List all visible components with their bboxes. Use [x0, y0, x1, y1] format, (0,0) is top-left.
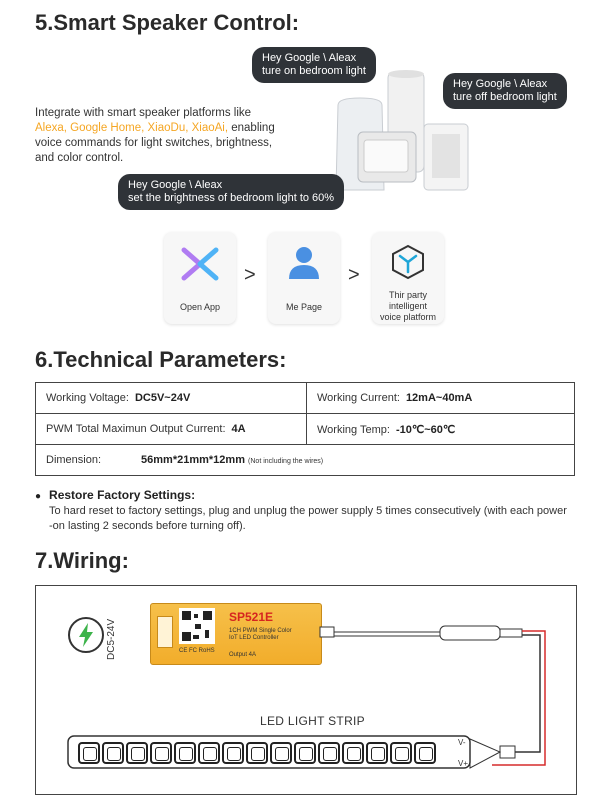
- pwm-value: 4A: [231, 423, 246, 435]
- model-name: SP521E: [229, 610, 274, 624]
- led-chip: [198, 742, 220, 764]
- param-cell-dimension: Dimension: 56mm*21mm*12mm (Not including the wires): [36, 445, 575, 476]
- led-chip: [174, 742, 196, 764]
- certification-marks: CE FC RoHS: [179, 648, 215, 654]
- led-strip-label: LED LIGHT STRIP: [260, 714, 365, 728]
- param-cell-current: Working Current: 12mA~40mA: [307, 383, 575, 414]
- led-chip: [342, 742, 364, 764]
- section-title-technical: 6.Technical Parameters:: [35, 347, 287, 372]
- led-chip: [294, 742, 316, 764]
- led-chip: [78, 742, 100, 764]
- led-chip: [150, 742, 172, 764]
- dimension-value: 56mm*21mm*12mm: [141, 454, 245, 466]
- temp-value: -10℃~60℃: [395, 423, 456, 436]
- led-chip: [270, 742, 292, 764]
- voice-bubble-turn-on: Hey Google \ Aleax ture on bedroom light: [252, 47, 376, 83]
- led-chip: [390, 742, 412, 764]
- step-arrow: >: [244, 264, 256, 286]
- intro-line-1: Integrate with smart speaker platforms like: [35, 107, 252, 119]
- section-title-wiring: 7.Wiring:: [35, 548, 129, 573]
- led-chip: [366, 742, 388, 764]
- voice-bubble-brightness: Hey Google \ Aleax set the brightness of bedroom light to 60%: [118, 174, 344, 210]
- output-rating: Output 4A: [229, 652, 257, 658]
- led-chip: [102, 742, 124, 764]
- intro-line-3: voice commands for light switches, brightness,: [35, 137, 273, 149]
- step-label: Open App: [179, 302, 221, 312]
- led-chip: [126, 742, 148, 764]
- intro-line-2: Alexa, Google Home, XiaoDu, XiaoAi, enabling: [35, 122, 275, 134]
- input-voltage-label: DC5-24V: [106, 618, 117, 660]
- section-title-smart-speaker: 5.Smart Speaker Control:: [35, 10, 300, 35]
- step-label: Me Page: [285, 302, 323, 312]
- param-cell-temp: Working Temp: -10℃~60℃: [307, 414, 575, 445]
- intro-line-4: and color control.: [35, 152, 124, 164]
- platform-names: Alexa, Google Home, XiaoDu, XiaoAi,: [35, 122, 229, 134]
- dimension-note: (Not including the wires): [248, 458, 324, 465]
- param-cell-voltage: Working Voltage: DC5V~24V: [36, 383, 307, 414]
- voice-bubble-turn-off: Hey Google \ Aleax ture off bedroom light: [443, 73, 567, 109]
- controller-description: 1CH PWM Single Color IoT LED Controller: [229, 628, 292, 641]
- led-chip: [222, 742, 244, 764]
- step-arrow: >: [348, 264, 360, 286]
- current-value: 12mA~40mA: [405, 392, 473, 404]
- led-chip: [414, 742, 436, 764]
- param-cell-pwm: PWM Total Maximun Output Current: 4A: [36, 414, 307, 445]
- step-label: Thir party intelligent voice platform: [379, 290, 437, 322]
- v-plus-label: V+: [458, 759, 469, 768]
- voltage-value: DC5V~24V: [134, 392, 191, 404]
- factory-reset-title: ● Restore Factory Settings:: [35, 488, 196, 502]
- led-chip: [246, 742, 268, 764]
- v-minus-label: V-: [458, 738, 466, 747]
- factory-reset-text: To hard reset to factory settings, plug and unplug the power supply 5 times consecutively (with each power -on lasting 2 seconds before turning off).: [49, 505, 567, 532]
- led-chip: [318, 742, 340, 764]
